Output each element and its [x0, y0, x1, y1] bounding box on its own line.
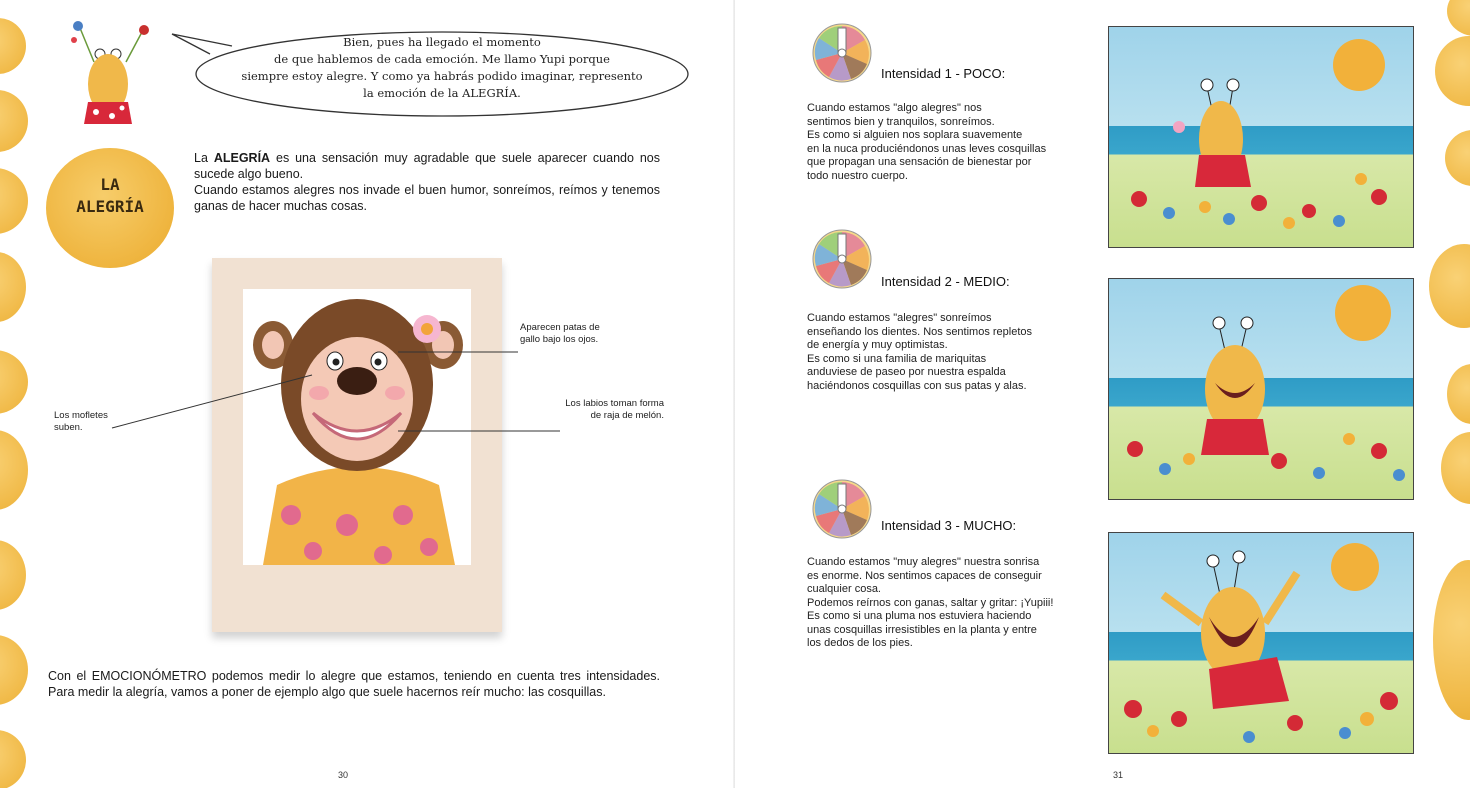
intensity-2-title: Intensidad 2 - MEDIO:: [881, 274, 1010, 289]
desc-line: todo nuestro cuerpo.: [807, 169, 908, 182]
callout-line: Los mofletes: [54, 410, 108, 421]
desc-line: enseñando los dientes. Nos sentimos repletos: [807, 325, 1033, 338]
bubble-line: Bien, pues ha llegado el momento: [343, 35, 541, 49]
desc-line: Cuando estamos "algo alegres" nos: [807, 102, 982, 114]
title-line: LA: [100, 175, 120, 194]
intensity-1-title: Intensidad 1 - POCO:: [881, 66, 1006, 81]
page-number: 30: [338, 770, 349, 780]
yupi-scene-illustration: [1108, 26, 1414, 248]
callout-labios: [546, 398, 664, 422]
yupi-scene-illustration: [1108, 278, 1414, 500]
page-number: 31: [1113, 770, 1124, 780]
desc-line: Podemos reírnos con ganas, saltar y gritar: ¡Yupiii!: [807, 596, 1054, 609]
intensity-3-description: [807, 556, 1075, 651]
callout-line: suben.: [54, 422, 83, 433]
desc-line: Es como si una pluma nos estuviera haciendo: [807, 610, 1032, 622]
emocionometro-wheel-icon: [811, 228, 873, 290]
bubble-line: siempre estoy alegre. Y como ya habrás podido imaginar, represento: [241, 69, 643, 83]
emocionometro-wheel-icon: [811, 478, 873, 540]
intro-suffix: es una sensación muy agradable que suele aparecer cuando nos sucede algo bueno.: [194, 151, 660, 181]
desc-line: es enorme. Nos sentimos capaces de conseguir: [807, 569, 1042, 582]
callout-line: Aparecen patas de: [520, 322, 600, 333]
desc-line: cualquier cosa.: [807, 583, 881, 595]
bubble-line: la emoción de la ALEGRÍA.: [363, 86, 521, 100]
desc-line: de energía y muy optimistas.: [807, 339, 948, 351]
callout-mofletes: [54, 410, 108, 434]
callout-line: gallo bajo los ojos.: [520, 334, 599, 345]
desc-line: en la nuca produciéndonos unas leves cosquillas: [807, 142, 1047, 155]
desc-line: que propagan una sensación de bienestar por: [807, 156, 1032, 168]
decor-dot: [1447, 364, 1470, 424]
intro-paragraph-2: Cuando estamos alegres nos invade el buen humor, sonreímos, reímos y tenemos ganas de hacer muchas cosas.: [194, 183, 660, 213]
decor-dot: [1447, 0, 1470, 36]
desc-line: Cuando estamos "muy alegres" nuestra sonrisa: [807, 556, 1040, 568]
bubble-line: de que hablemos de cada emoción. Me llamo Yupi porque: [274, 52, 610, 66]
desc-line: Es como si una familia de mariquitas: [807, 352, 987, 365]
emocionometro-wheel-icon: [811, 22, 873, 84]
yupi-scene-illustration: [1108, 532, 1414, 754]
decor-dot: [1441, 432, 1470, 504]
desc-line: los dedos de los pies.: [807, 637, 913, 649]
decor-dot: [1429, 244, 1470, 328]
page-right: [735, 0, 1470, 788]
desc-line: anduviese de paseo por nuestra espalda: [807, 366, 1006, 378]
desc-line: sentimos bien y tranquilos, sonreímos.: [807, 115, 995, 128]
decor-dot: [1445, 130, 1470, 186]
callout-line: Los labios toman forma: [565, 398, 664, 409]
desc-line: Cuando estamos "alegres" sonreímos: [807, 312, 992, 324]
desc-line: Es como si alguien nos soplara suavemente: [807, 129, 1023, 141]
decor-dot: [1433, 560, 1470, 720]
intro-prefix: La: [194, 151, 214, 165]
title-line: ALEGRÍA: [76, 197, 144, 216]
desc-line: haciéndonos cosquillas con sus patas y alas.: [807, 379, 1027, 392]
bottom-text: Con el EMOCIONÓMETRO podemos medir lo alegre que estamos, teniendo en cuenta tres intensidades. Para medir la alegría, vamos a poner de ejemplo algo que suele hacernos reír mucho: las cosquillas.: [48, 669, 660, 699]
callout-patas-gallo: [520, 322, 600, 346]
intensity-3-title: Intensidad 3 - MUCHO:: [881, 518, 1017, 533]
callout-line: de raja de melón.: [590, 410, 664, 421]
desc-line: unas cosquillas irresistibles en la planta y entre: [807, 623, 1037, 636]
decor-dot: [1435, 36, 1470, 106]
intro-bold: ALEGRÍA: [213, 151, 271, 165]
intensity-2-description: [807, 312, 1075, 393]
intensity-1-description: [807, 102, 1075, 183]
